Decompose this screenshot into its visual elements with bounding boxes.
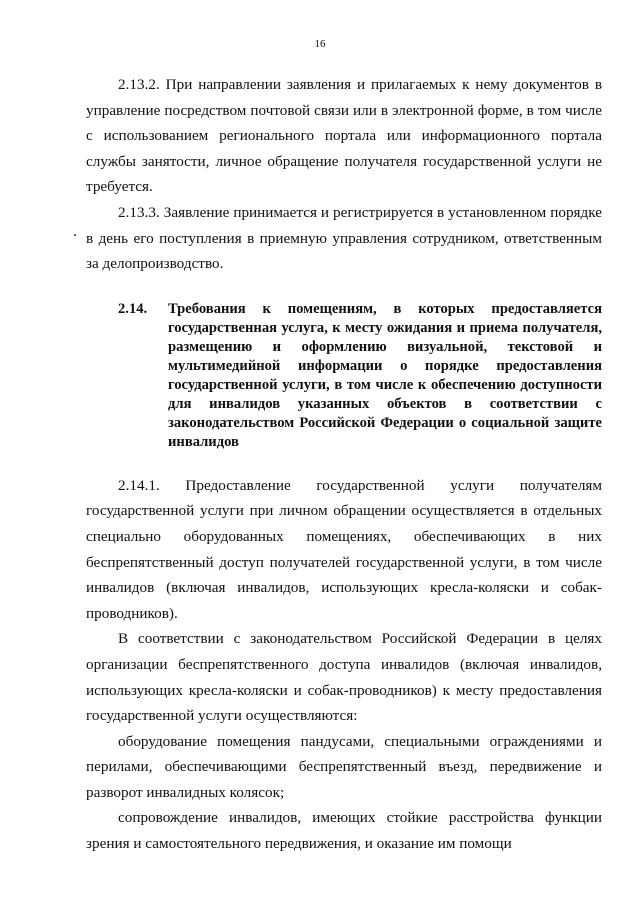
- paragraph-2-14-1: 2.14.1. Предоставление государственной услуги получателям государственной услуги при личном обращении осуществляется в отдельных специально оборудованных помещениях, обеспечивающих в них беспрепятственный доступ получателей государственной услуги, в том числе инвалидов (включая инвалидов, использующих кресла-коляски и собак-проводников).: [86, 476, 602, 622]
- paragraph-escort: сопровождение инвалидов, имеющих стойкие расстройства функции зрения и самостоятельного передвижения, и оказание им помощи: [86, 809, 602, 853]
- paragraph-accordance: В соответствии с законодательством Российской Федерации в целях организации беспрепятственного доступа инвалидов (включая инвалидов, использующих кресла-коляски и собак-проводников) к месту предоставления государственной услуги осуществляются:: [86, 630, 602, 725]
- page-number: 16: [314, 38, 326, 50]
- section-heading-2-14: [86, 300, 602, 452]
- document-body: [86, 72, 602, 857]
- margin-mark: [74, 234, 76, 236]
- section-number: 2.14.: [118, 300, 148, 317]
- paragraph-equipment: оборудование помещения пандусами, специальными ограждениями и перилами, обеспечивающими беспрепятственный въезд, передвижение и разворот инвалидных колясок;: [86, 732, 602, 801]
- section-title: Требования к помещениям, в которых предоставляется государственная услуга, к месту ожидания и приема получателя, размещению и оформлению визуальной, текстовой и мультимедийной информации о порядке предоставления государственной услуги, в том числе к обеспечению доступности для инвалидов указанных объектов в соответствии с законодательством Российской Федерации о социальной защите инвалидов: [168, 300, 602, 450]
- paragraph-2-13-2: 2.13.2. При направлении заявления и прилагаемых к нему документов в управление посредством почтовой связи или в электронной форме, в том числе с использованием регионального портала или информационного портала службы занятости, личное обращение получателя государственной услуги не требуется.: [86, 76, 602, 196]
- paragraph-2-13-3: 2.13.3. Заявление принимается и регистрируется в установленном порядке в день его поступления в приемную управления сотрудником, ответственным за делопроизводство.: [86, 203, 602, 273]
